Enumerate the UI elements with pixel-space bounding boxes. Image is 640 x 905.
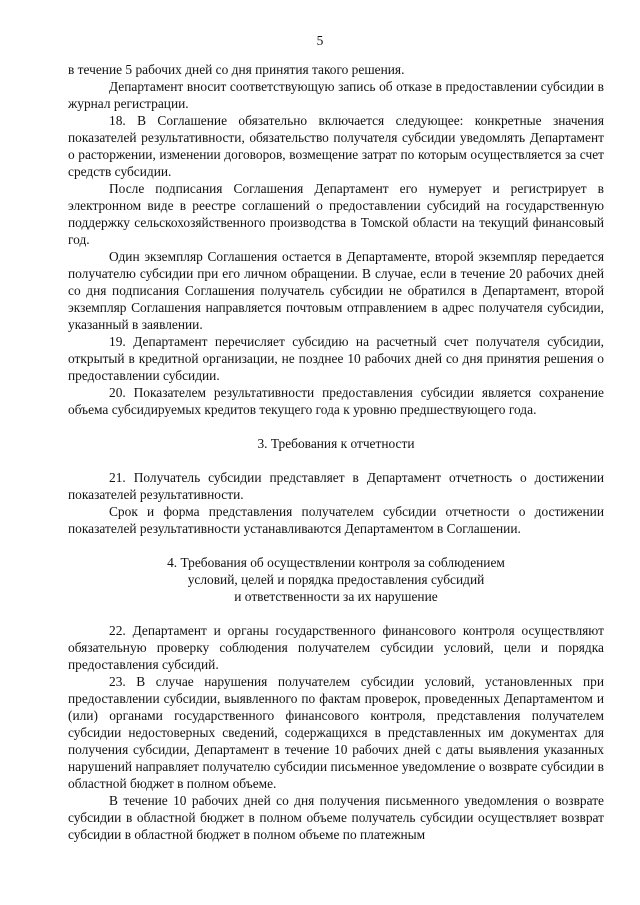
section-heading-line: и ответственности за их нарушение [234, 589, 438, 604]
paragraph-item-23: 23. В случае нарушения получателем субсидии условий, установленных при предоставлении субсидии, выявленного по фактам проверок, проведенных Департаментом и (или) органами государственного финансового контроля, представления получателем субсидии недостоверных сведений, содержащихся в представленных им документах для получения субсидии, Департамент в течение 10 рабочих дней с даты выявления указанных нарушений направляет получателю субсидии письменное уведомление о возврате субсидии в областной бюджет в полном объеме. [68, 674, 604, 791]
paragraph-item-22: 22. Департамент и органы государственного финансового контроля осуществляют обязательную проверку соблюдения получателем субсидии условий, цели и порядка предоставления субсидий. [68, 623, 604, 672]
section-heading-line: 3. Требования к отчетности [257, 436, 415, 451]
paragraph: Срок и форма представления получателем субсидии отчетности о достижении показателей результативности устанавливаются Департаментом в Соглашении. [68, 504, 604, 536]
document-body [68, 61, 604, 843]
paragraph-item-19: 19. Департамент перечисляет субсидию на расчетный счет получателя субсидии, открытый в кредитной организации, не позднее 10 рабочих дней со дня принятия решения о предоставлении субсидии. [68, 334, 604, 383]
section-heading-4 [68, 554, 604, 605]
paragraph-item-21: 21. Получатель субсидии представляет в Департамент отчетность о достижении показателей результативности. [68, 470, 604, 502]
paragraph: Департамент вносит соответствующую запись об отказе в предоставлении субсидии в журнал регистрации. [68, 79, 604, 111]
paragraph: Один экземпляр Соглашения остается в Департаменте, второй экземпляр передается получателю субсидии при его личном обращении. В случае, если в течение 20 рабочих дней со дня подписания Соглашения получатель субсидии не обратился в Департамент, второй экземпляр Соглашения направляется почтовым отправлением в адрес получателя субсидии, указанный в заявлении. [68, 249, 604, 332]
paragraph: После подписания Соглашения Департамент его нумерует и регистрирует в электронном виде в реестре соглашений о предоставлении субсидий на государственную поддержку сельскохозяйственного производства в Томской области на текущий финансовый год. [68, 181, 604, 247]
section-heading-line: условий, целей и порядка предоставления субсидий [187, 572, 485, 587]
section-heading-3 [68, 435, 604, 452]
paragraph: в течение 5 рабочих дней со дня принятия такого решения. [68, 62, 405, 77]
paragraph: В течение 10 рабочих дней со дня получения письменного уведомления о возврате субсидии в областной бюджет в полном объеме получатель субсидии осуществляет возврат субсидии в областной бюджет в полном объеме по платежным [68, 793, 604, 842]
page-number: 5 [316, 33, 324, 48]
section-heading-line: 4. Требования об осуществлении контроля за соблюдением [167, 555, 505, 570]
paragraph-item-18: 18. В Соглашение обязательно включается следующее: конкретные значения показателей результативности, обязательство получателя субсидии уведомлять Департамент о расторжении, изменении договоров, возмещение затрат по которым осуществляется за счет средств субсидии. [68, 113, 604, 179]
paragraph-item-20: 20. Показателем результативности предоставления субсидии является сохранение объема субсидируемых кредитов текущего года к уровню предшествующего года. [68, 385, 604, 417]
